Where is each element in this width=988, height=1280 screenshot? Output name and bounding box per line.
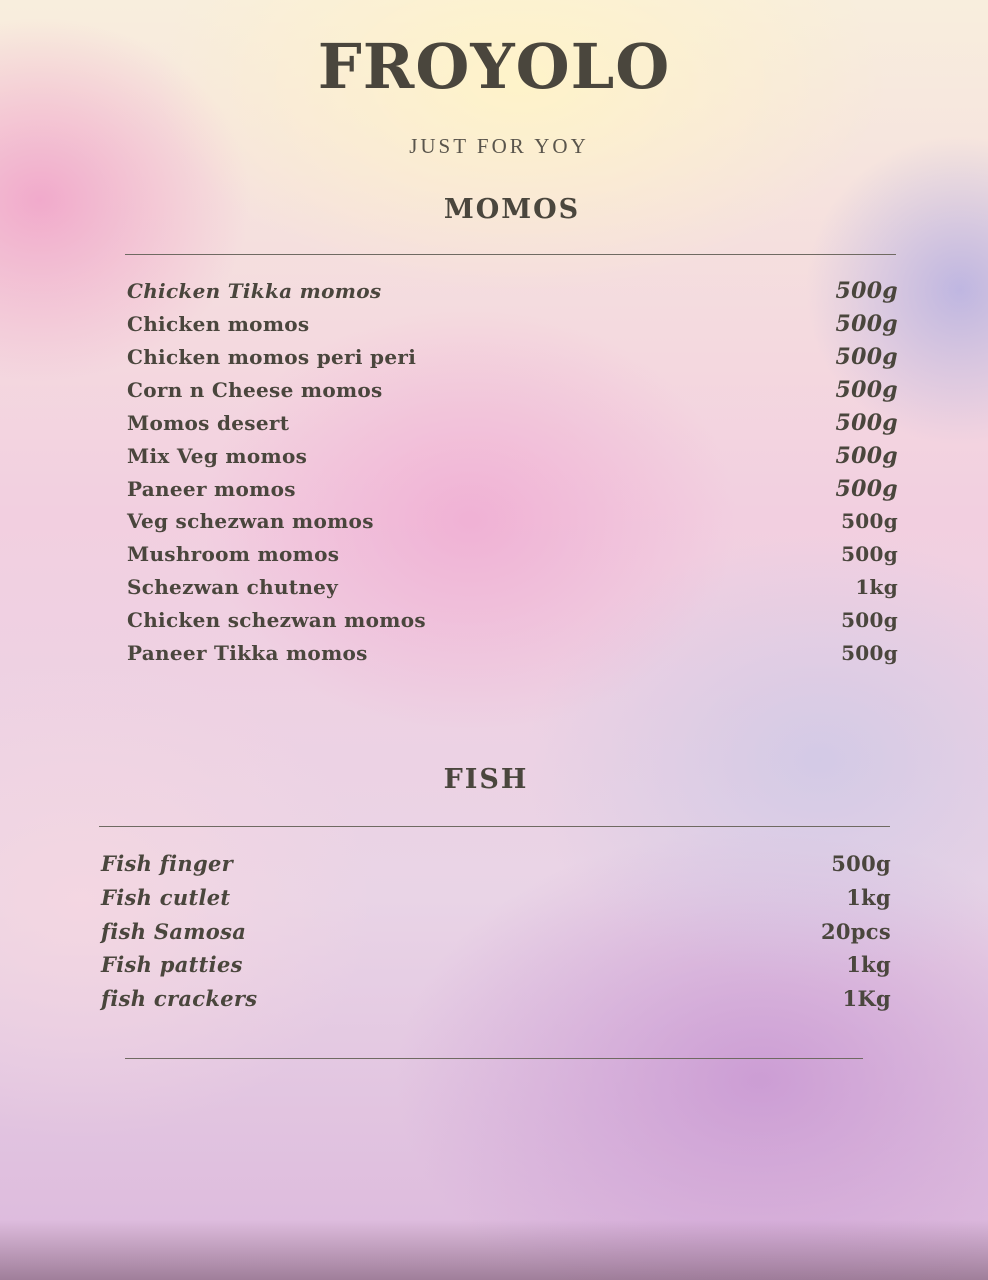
menu-item (101, 919, 891, 953)
menu-title: FROYOLO (317, 30, 671, 103)
bottom-shadow (0, 1220, 988, 1280)
item-qty: 1kg (846, 952, 891, 978)
menu-item (127, 311, 898, 344)
item-name: Chicken schezwan momos (127, 608, 426, 632)
momos-divider (125, 254, 896, 255)
item-name: Schezwan chutney (127, 575, 339, 599)
menu-item (127, 410, 898, 443)
section-heading-fish: FISH (443, 764, 529, 795)
item-qty: 500g (841, 542, 898, 566)
footer-divider (125, 1058, 863, 1059)
item-qty: 500g (835, 476, 898, 502)
menu-item (127, 344, 898, 377)
menu-item (127, 509, 898, 542)
menu-item (127, 377, 898, 410)
item-name: Corn n Cheese momos (127, 378, 383, 402)
item-name: Momos desert (127, 411, 290, 435)
menu-item (127, 575, 898, 608)
menu-item (127, 641, 898, 674)
menu-item (127, 476, 898, 509)
menu-item (127, 443, 898, 476)
item-name: fish Samosa (101, 918, 247, 944)
item-name: Mushroom momos (127, 542, 340, 566)
item-name: Paneer momos (127, 477, 296, 501)
menu-item (127, 278, 898, 311)
item-qty: 20pcs (820, 918, 891, 944)
item-qty: 1kg (846, 884, 891, 910)
item-qty: 500g (835, 344, 898, 370)
menu-item (127, 608, 898, 641)
item-name: Fish cutlet (101, 884, 231, 910)
item-name: fish crackers (101, 986, 258, 1012)
menu-item (101, 952, 891, 986)
item-name: Veg schezwan momos (127, 509, 374, 533)
item-qty: 500g (835, 410, 898, 436)
fish-item-list (101, 851, 891, 1020)
item-name: Paneer Tikka momos (127, 641, 368, 665)
item-qty: 500g (841, 509, 898, 533)
item-qty: 500g (835, 278, 898, 304)
item-qty: 500g (835, 311, 898, 337)
item-name: Chicken momos (127, 312, 310, 336)
item-qty: 500g (831, 851, 891, 876)
item-qty: 1Kg (842, 986, 891, 1012)
menu-item (101, 885, 891, 919)
menu-tagline: JUST FOR YOY (409, 134, 589, 158)
item-qty: 1kg (855, 575, 898, 599)
item-qty: 500g (841, 608, 898, 632)
item-qty: 500g (841, 641, 898, 665)
item-name: Chicken Tikka momos (127, 279, 382, 303)
item-name: Fish patties (101, 952, 243, 978)
momos-item-list (127, 278, 898, 674)
item-name: Fish finger (101, 851, 233, 876)
item-qty: 500g (835, 443, 898, 469)
item-name: Mix Veg momos (127, 444, 308, 468)
menu-item (101, 851, 891, 885)
item-qty: 500g (835, 377, 898, 403)
fish-divider (99, 826, 890, 827)
section-heading-momos: MOMOS (443, 194, 581, 225)
menu-item (127, 542, 898, 575)
item-name: Chicken momos peri peri (127, 345, 417, 369)
menu-item (101, 986, 891, 1020)
